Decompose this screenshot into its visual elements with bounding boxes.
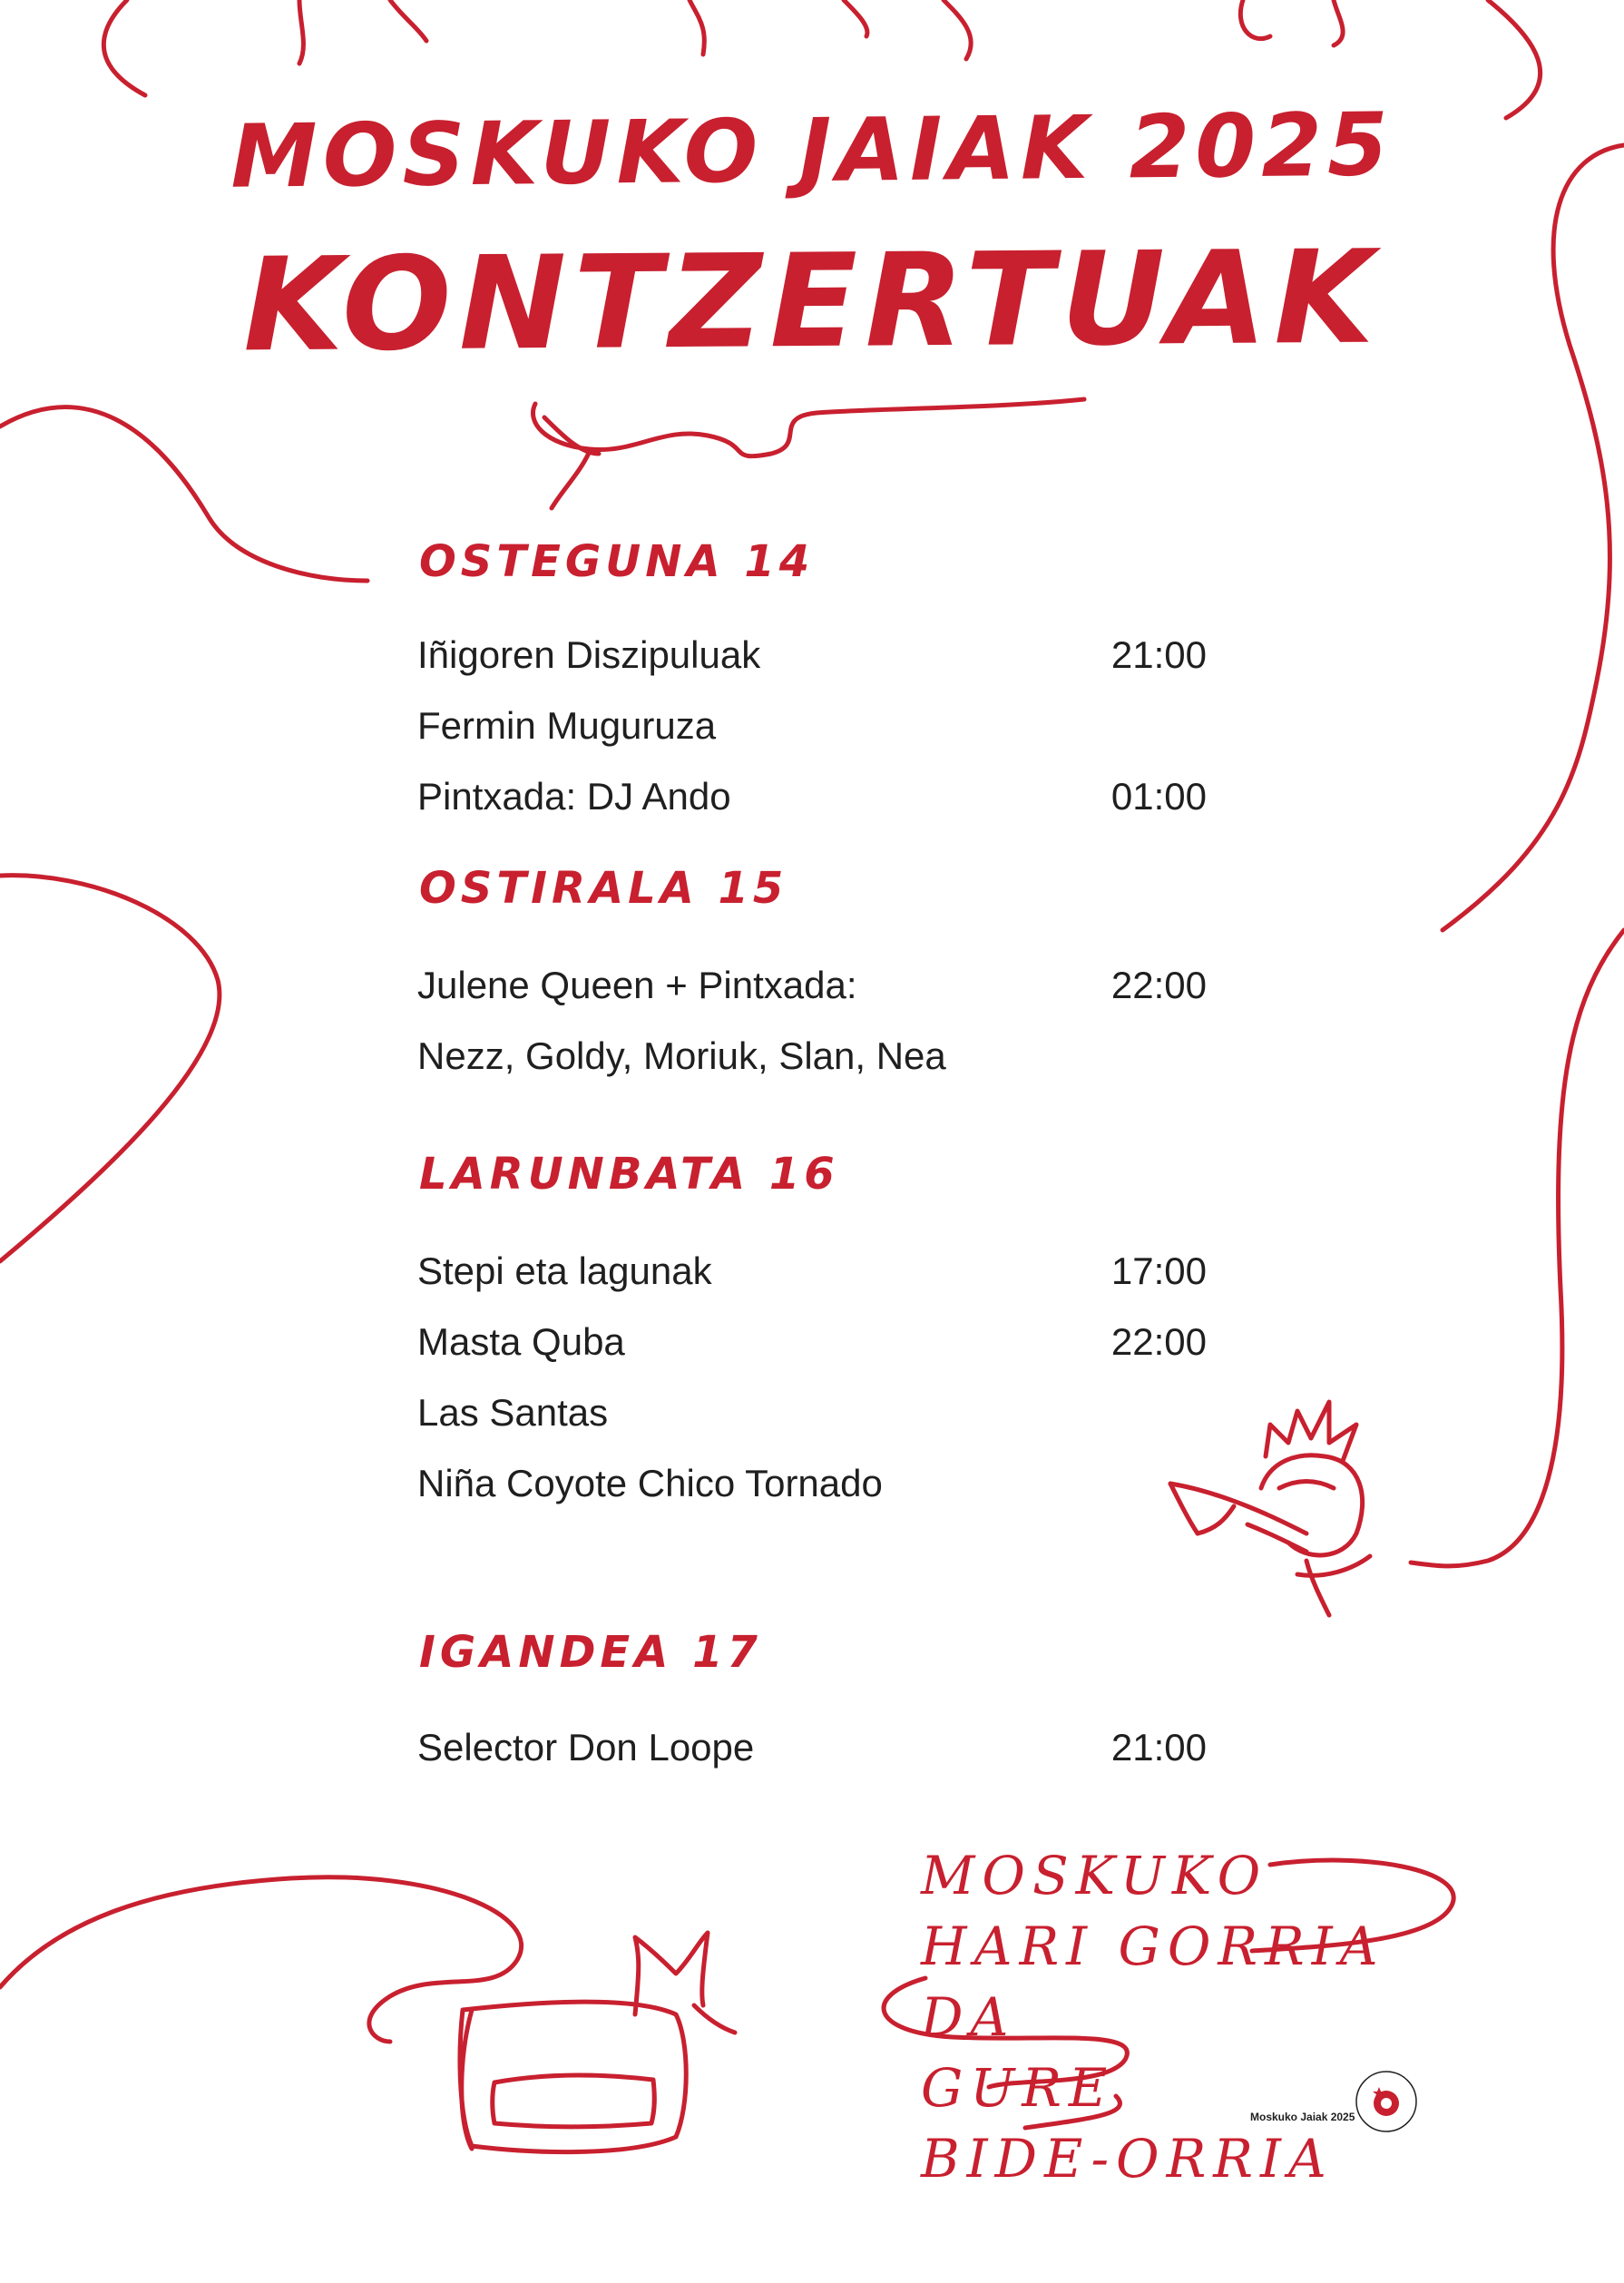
concert-name: Julene Queen + Pintxada: [417, 964, 857, 1006]
slogan-line: DA [921, 1986, 1016, 2048]
day-heading-larunbata: LARUNBATA 16 [419, 1149, 839, 1200]
day-heading-ostirala: OSTIRALA 15 [419, 863, 788, 914]
concert-name: Pintxada: DJ Ando [417, 775, 731, 818]
concert-name: Las Santas [417, 1391, 609, 1434]
list-item [417, 1244, 1207, 1298]
day-heading-igandea: IGANDEA 17 [419, 1627, 762, 1678]
concert-name: Fermin Muguruza [417, 704, 717, 747]
list-item [417, 628, 1207, 682]
slogan-line: HARI GORRIA [921, 1916, 1385, 1977]
slogan-line: GURE [921, 2057, 1115, 2119]
list-item [417, 1315, 1207, 1369]
slogan-line: MOSKUKO [921, 1845, 1268, 1906]
concert-time: 17:00 [1110, 1249, 1207, 1292]
slogan-line: BIDE-ORRIA [921, 2128, 1334, 2190]
list-item [417, 699, 1207, 753]
concert-name: Niña Coyote Chico Tornado [417, 1462, 883, 1504]
list-item [417, 769, 1207, 824]
concert-name: Nezz, Goldy, Moriuk, Slan, Nea [417, 1034, 946, 1077]
concert-time: 21:00 [1110, 633, 1207, 676]
list-item [417, 1720, 1207, 1775]
seal-logo-icon [1354, 2069, 1419, 2134]
concert-time: 01:00 [1110, 775, 1207, 818]
day-heading-osteguna: OSTEGUNA 14 [419, 536, 815, 587]
concert-time: 22:00 [1110, 964, 1207, 1006]
concert-time: 22:00 [1110, 1320, 1207, 1363]
concert-name: Stepi eta lagunak [417, 1249, 712, 1292]
footer-text: Moskuko Jaiak 2025 [1250, 2111, 1355, 2123]
concert-name: Iñigoren Diszipuluak [417, 633, 761, 676]
concert-name: Selector Don Loope [417, 1726, 755, 1769]
page-subtitle: KONTZERTUAK [242, 222, 1382, 381]
page-title: MOSKUKO JAIAK 2025 [230, 93, 1394, 208]
concert-name: Masta Quba [417, 1320, 625, 1363]
list-item [417, 1456, 1207, 1511]
concert-time: 21:00 [1110, 1726, 1207, 1769]
list-item [417, 1386, 1207, 1440]
list-item [417, 958, 1207, 1013]
list-item [417, 1029, 1207, 1083]
slogan [921, 1840, 1429, 2194]
